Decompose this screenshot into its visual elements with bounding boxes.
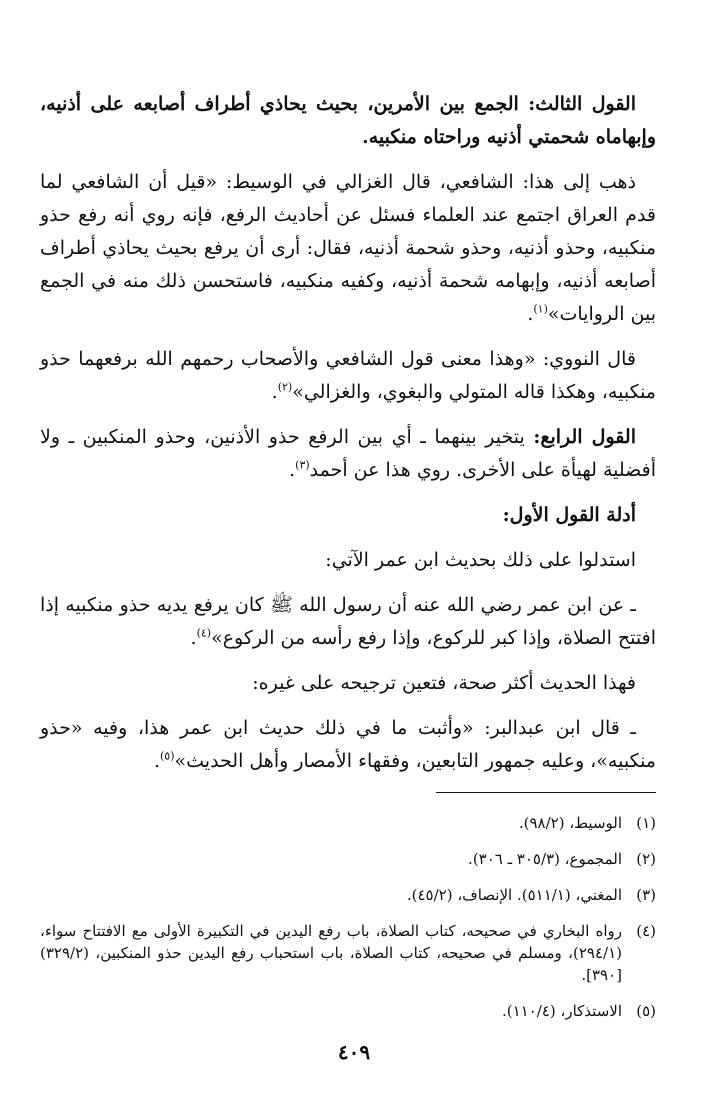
paragraph-text: استدلوا على ذلك بحديث ابن عمر الآتي: bbox=[325, 549, 636, 571]
paragraph-ibn-abdulbarr: ـ قال ابن عبدالبر: «وأثبت ما في ذلك حديث ابن عمر هذا، وفيه «حذو منكبيه»، وعليه جمهور التابعين، وفقهاء الأمصار وأهل الحديث»$^{(٥)}$. bbox=[40, 717, 656, 772]
footnote-item bbox=[40, 812, 656, 834]
paragraph-hadith: ـ عن ابن عمر رضي الله عنه أن رسول الله ﷺ كان يرفع يديه حذو منكبيه إذا افتتح الصلاة، وإذا كبر للركوع، وإذا رفع رأسه من الركوع»$^{(٤)}$. bbox=[40, 594, 656, 649]
paragraph-third-opinion bbox=[40, 88, 656, 154]
footnote-divider bbox=[436, 792, 656, 793]
footnote-text: الاستذكار، (١١٠/٤). bbox=[501, 1002, 622, 1020]
footnote-text: المغني، (٥١١/١). الإنصاف، (٤٥/٢). bbox=[406, 886, 622, 904]
footnote-item bbox=[40, 1000, 656, 1022]
footnotes bbox=[40, 812, 656, 1036]
footnote-ref: (١) bbox=[533, 302, 548, 316]
footnote-item bbox=[40, 884, 656, 906]
footnote-text: المجموع، (٣٠٥/٣ ـ ٣٠٦). bbox=[468, 850, 622, 868]
footnote-number: (٥) bbox=[636, 1002, 656, 1020]
footnote-ref: (٤) bbox=[196, 626, 212, 640]
page-number: ٤٠٩ bbox=[337, 1040, 371, 1064]
footnote-number: (٣) bbox=[636, 886, 656, 904]
paragraph-lead: القول الرابع: bbox=[533, 426, 636, 448]
paragraph-text: القول الثالث: الجمع بين الأمرين، بحيث يحاذي أطراف أصابعه على أذنيه، وإبهاماه شحمتي أذنيه وراحتاه منكبيه. bbox=[40, 93, 656, 148]
footnote-number: (٤) bbox=[636, 922, 656, 940]
paragraph-preference bbox=[40, 667, 656, 700]
footnote-item bbox=[40, 848, 656, 870]
footnote-text: الوسيط، (٩٨/٢). bbox=[518, 814, 622, 832]
paragraph-text: يتخير بينهما ـ أي بين الرفع حذو الأذنين، وحذو المنكبين ـ ولا أفضلية لهيأة على الأخرى. روي هذا عن أحمد bbox=[40, 426, 656, 481]
paragraph-nawawi: قال النووي: «وهذا معنى قول الشافعي والأصحاب رحمهم الله برفعهما حذو منكبيه، وهكذا قاله المتولي والبغوي، والغزالي»$^{(٢)}$. bbox=[40, 348, 656, 403]
footnote-text: رواه البخاري في صحيحه، كتاب الصلاة، باب رفع اليدين في التكبيرة الأولى مع الافتتاح سواء، (٢٩٤/١)، ومسلم في صحيحه، كتاب الصلاة، باب استحباب رفع اليدين حذو المنكبين، (٣٢٩/٢) [٣٩٠]. bbox=[40, 922, 622, 984]
footnote-item bbox=[40, 920, 656, 986]
footnote-number: (١) bbox=[636, 814, 656, 832]
footnote-ref: (٣) bbox=[295, 458, 310, 472]
paragraph-text: ـ عن ابن عمر رضي الله عنه أن رسول الله ﷺ كان يرفع يديه حذو منكبيه إذا افتتح الصلاة، وإذا كبر للركوع، وإذا رفع رأسه من الركوع» bbox=[40, 594, 656, 649]
paragraph-text: ـ قال ابن عبدالبر: «وأثبت ما في ذلك حديث ابن عمر هذا، وفيه «حذو منكبيه»، وعليه جمهور التابعين، وفقهاء الأمصار وأهل الحديث» bbox=[40, 717, 656, 772]
footnote-number: (٢) bbox=[636, 850, 656, 868]
paragraph-shafii: ذهب إلى هذا: الشافعي، قال الغزالي في الوسيط: «قيل أن الشافعي لما قدم العراق اجتمع عند العلماء فسئل عن أحاديث الرفع، فإنه روي أنه رفع حذو منكبيه، وحذو أذنيه، وحذو شحمة أذنيه، فقال: أرى أن يرفع بحيث يحاذي أطراف أصابعه أذنيه، وإبهامه شحمة أذنيه، وكفيه منكبيه، فاستحسن ذلك منه في الجمع بين الروايات»$^{(١)}$. bbox=[40, 171, 656, 325]
paragraph-fourth-opinion: القول الرابع: يتخير بينهما ـ أي بين الرفع حذو الأذنين، وحذو المنكبين ـ ولا أفضلية لهيأة على الأخرى. روي هذا عن أحمد$^{(٣)}$. bbox=[40, 426, 656, 481]
paragraph-text: ذهب إلى هذا: الشافعي، قال الغزالي في الوسيط: «قيل أن الشافعي لما قدم العراق اجتمع عند العلماء فسئل عن أحاديث الرفع، فإنه روي أنه رفع حذو منكبيه، وحذو أذنيه، وحذو شحمة أذنيه، فقال: أرى أن يرفع بحيث يحاذي أطراف أصابعه أذنيه، وإبهامه شحمة أذنيه، وكفيه منكبيه، فاستحسن ذلك منه في الجمع بين الروايات» bbox=[40, 171, 656, 325]
paragraph-evidence-intro bbox=[40, 544, 656, 577]
footnote-ref: (٥) bbox=[159, 749, 175, 763]
paragraph-text: فهذا الحديث أكثر صحة، فتعين ترجيحه على غيره: bbox=[252, 672, 636, 694]
section-heading: أدلة القول الأول: bbox=[502, 504, 636, 526]
footnote-ref: (٢) bbox=[277, 380, 293, 394]
paragraph-text: قال النووي: «وهذا معنى قول الشافعي والأصحاب رحمهم الله برفعهما حذو منكبيه، وهكذا قاله المتولي والبغوي، والغزالي» bbox=[40, 348, 656, 403]
